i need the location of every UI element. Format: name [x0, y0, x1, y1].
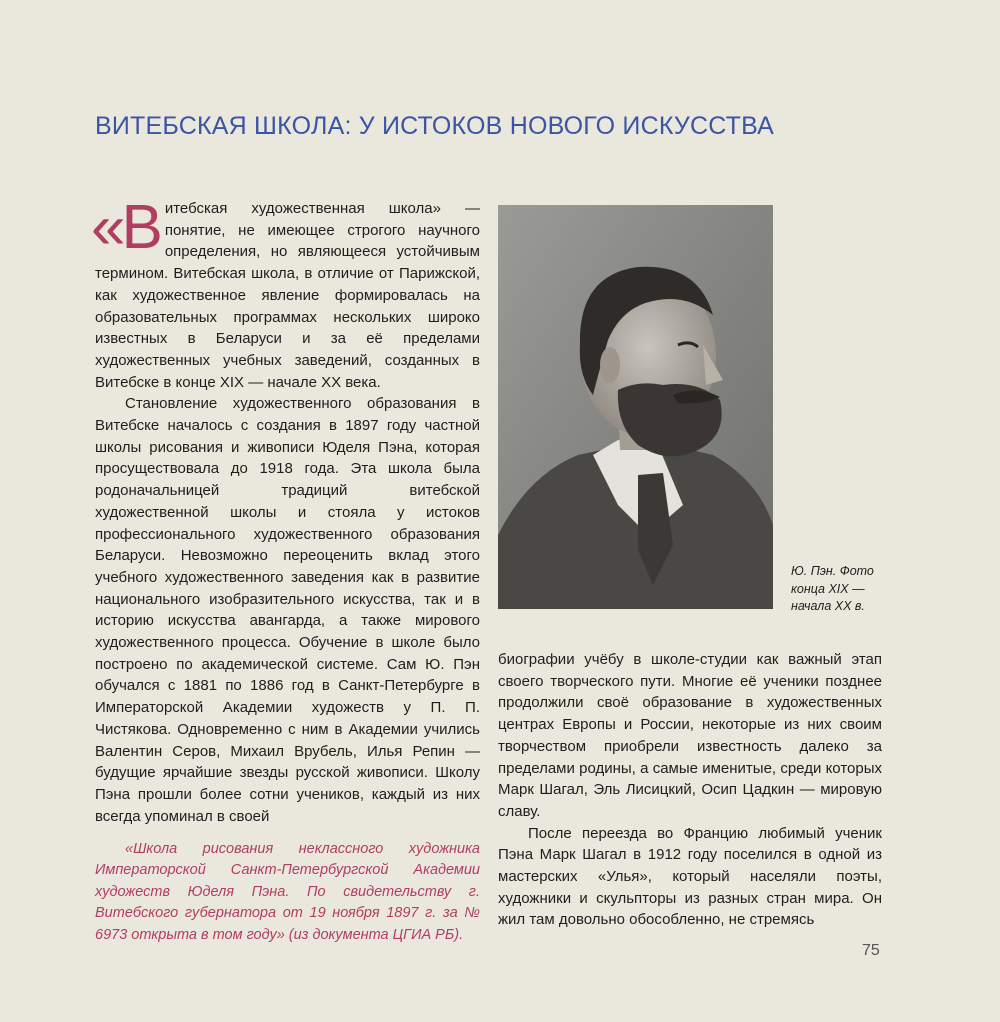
drop-cap: «В: [91, 193, 159, 262]
continuation-paragraph: биографии учёбу в школе-студии как важный этап своего творческого пути. Многие её ученики позднее продолжили своё образование в художественных центрах Европы и России, некоторые из них своим творчеством приобрели известность далеко за пределами родины, а самые именитые, среди которых Марк Шагал, Эль Лисицкий, Осип Цадкин — мировую славу.: [498, 651, 882, 820]
page-number: 75: [862, 942, 880, 959]
history-paragraph: Становление художественного образования в Витебске началось с создания в 1897 году частной школы рисования и живописи Юделя Пэна, которая просуществовала до 1918 года. Эта школа была родоначальницей традиций витебской художественной школы и стояла у истоков профессионального художественного образования Беларуси. Невозможно переоценить вклад этого учебного художественного заведения как в развитие национального изобразительного искусства, так и в историю искусства авангарда, а также мирового художественного процесса. Обучение в школе было построено по академической системе. Сам Ю. Пэн обучался с 1881 по 1886 год в Санкт-Петербурге в Императорской Академии художеств у П. П. Чистякова. Одновременно с ним в Академии учились Валентин Серов, Михаил Врубель, Илья Репин — будущие ярчайшие звезды русской живописи. Школу Пэна прошли более сотни учеников, каждый из них всегда упоминал в своей: [95, 395, 480, 825]
chagall-paragraph: После переезда во Францию любимый ученик Пэна Марк Шагал в 1912 году поселился в одной из мастерских «Улья», который населяли поэты, художники и скульпторы из разных стран мира. Он жил там довольно обособленно, не стремясь: [498, 824, 882, 929]
portrait-illustration: [498, 205, 773, 609]
portrait-photo: [498, 205, 773, 609]
photo-caption: Ю. Пэн. Фото конца XIX — начала XX в.: [791, 564, 874, 613]
page-title: ВИТЕБСКАЯ ШКОЛА: У ИСТОКОВ НОВОГО ИСКУССТВА: [95, 111, 775, 140]
intro-paragraph-text: итебская художественная школа» — понятие, не имеющее строгого научного определения, но являющееся устойчивым термином. Витебская школа, в отличие от Парижской, как художественное явление формировалась на образовательных программах нескольких широко известных в Беларуси и за её пределами художественных учебных заведений, созданных в Витебске в конце XIX — начале XX века.: [95, 200, 480, 391]
intro-paragraph: [91, 193, 480, 393]
document-quote: «Школа рисования неклассного художника Императорской Санкт-Петербургской Академии художеств Юделя Пэна. По свидетельству г. Витебского губернатора от 19 ноября 1897 г. за № 6973 открыта в том году» (из документа ЦГИА РБ).: [95, 840, 480, 943]
right-column: [498, 649, 882, 931]
left-column: [91, 193, 480, 827]
